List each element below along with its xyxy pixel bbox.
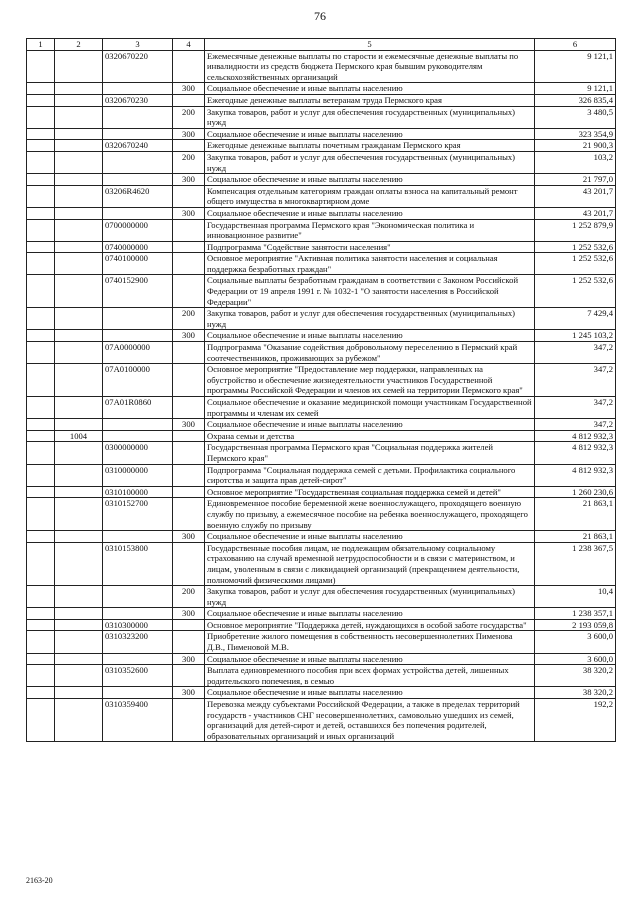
cell-amount: 1 260 230,6 (535, 486, 616, 498)
cell-target-code: 0320670230 (103, 94, 173, 106)
table-row (27, 207, 616, 219)
cell-item-name: Социальное обеспечение и иные выплаты населению (205, 531, 535, 543)
cell-amount: 3 480,5 (535, 106, 616, 128)
cell-target-code: 0320670240 (103, 140, 173, 152)
cell-section (55, 486, 103, 498)
cell-expense-type: 300 (173, 531, 205, 543)
cell-blank (27, 106, 55, 128)
cell-amount: 323 354,9 (535, 128, 616, 140)
header-col-3: 3 (103, 39, 173, 51)
cell-item-name: Государственные пособия лицам, не подлежащим обязательному социальному страхованию на случай временной нетрудоспособности и в связи с материнством, и лицам, уволенным в связи с ликвидацией организаций (прекращением деятельности, полномочий физическими лицами) (205, 542, 535, 585)
cell-item-name: Закупка товаров, работ и услуг для обеспечения государственных (муниципальных) нужд (205, 308, 535, 330)
table-row (27, 442, 616, 464)
cell-target-code: 0310300000 (103, 619, 173, 631)
cell-expense-type: 300 (173, 608, 205, 620)
cell-blank (27, 241, 55, 253)
cell-expense-type (173, 140, 205, 152)
table-row (27, 542, 616, 585)
table-row (27, 94, 616, 106)
table-row (27, 665, 616, 687)
cell-target-code: 0740152900 (103, 275, 173, 308)
cell-target-code (103, 151, 173, 173)
cell-item-name: Перевозка между субъектами Российской Федерации, а также в пределах территорий государств - участников СНГ несовершеннолетних, самовольно ушедших из семей, организаций для детей-сирот и детей, оставшихся без попечения родителей, образовательных организаций и иных организаций (205, 699, 535, 742)
table-row (27, 699, 616, 742)
cell-expense-type (173, 542, 205, 585)
cell-blank (27, 364, 55, 397)
cell-amount: 326 835,4 (535, 94, 616, 106)
cell-item-name: Социальное обеспечение и иные выплаты населению (205, 128, 535, 140)
cell-expense-type (173, 486, 205, 498)
cell-amount: 7 429,4 (535, 308, 616, 330)
table-row (27, 464, 616, 486)
cell-blank (27, 397, 55, 419)
cell-amount: 21 797,0 (535, 174, 616, 186)
cell-section (55, 653, 103, 665)
cell-section (55, 140, 103, 152)
cell-amount: 3 600,0 (535, 631, 616, 653)
cell-expense-type (173, 275, 205, 308)
cell-amount: 1 252 532,6 (535, 241, 616, 253)
table-row (27, 50, 616, 83)
cell-target-code (103, 106, 173, 128)
cell-expense-type (173, 342, 205, 364)
cell-section (55, 464, 103, 486)
table-row (27, 430, 616, 442)
cell-target-code (103, 330, 173, 342)
cell-amount: 192,2 (535, 699, 616, 742)
table-row (27, 219, 616, 241)
cell-section (55, 253, 103, 275)
page-number: 76 (314, 9, 326, 23)
cell-amount: 21 900,3 (535, 140, 616, 152)
table-row (27, 106, 616, 128)
cell-amount: 21 863,1 (535, 498, 616, 531)
budget-table (26, 38, 616, 742)
cell-target-code: 07А01R0860 (103, 397, 173, 419)
table-row (27, 151, 616, 173)
cell-amount: 21 863,1 (535, 531, 616, 543)
cell-target-code: 0310000000 (103, 464, 173, 486)
cell-section (55, 542, 103, 585)
cell-item-name: Социальное обеспечение и иные выплаты населению (205, 687, 535, 699)
cell-target-code: 0310153800 (103, 542, 173, 585)
cell-amount: 1 252 532,6 (535, 253, 616, 275)
cell-amount: 10,4 (535, 586, 616, 608)
table-row (27, 653, 616, 665)
cell-blank (27, 531, 55, 543)
cell-expense-type: 300 (173, 128, 205, 140)
cell-blank (27, 699, 55, 742)
cell-item-name: Единовременное пособие беременной жене военнослужащего, проходящего военную службу по призыву, а ежемесячное пособие на ребенка военнослужащего, проходящего военную службу по призыву (205, 498, 535, 531)
cell-amount: 347,2 (535, 342, 616, 364)
cell-expense-type (173, 619, 205, 631)
cell-expense-type (173, 94, 205, 106)
cell-amount: 4 812 932,3 (535, 464, 616, 486)
cell-item-name: Основное мероприятие "Государственная социальная поддержка семей и детей" (205, 486, 535, 498)
cell-section (55, 619, 103, 631)
cell-item-name: Ежегодные денежные выплаты почетным гражданам Пермского края (205, 140, 535, 152)
cell-blank (27, 207, 55, 219)
cell-section (55, 185, 103, 207)
cell-target-code (103, 653, 173, 665)
cell-amount: 4 812 932,3 (535, 442, 616, 464)
cell-target-code (103, 174, 173, 186)
cell-expense-type (173, 442, 205, 464)
cell-item-name: Социальное обеспечение и иные выплаты населению (205, 83, 535, 95)
cell-target-code: 0740000000 (103, 241, 173, 253)
header-col-1: 1 (27, 39, 55, 51)
cell-item-name: Социальное обеспечение и иные выплаты населению (205, 207, 535, 219)
cell-expense-type (173, 185, 205, 207)
cell-expense-type (173, 464, 205, 486)
cell-expense-type: 300 (173, 330, 205, 342)
cell-expense-type: 300 (173, 419, 205, 431)
cell-target-code: 0300000000 (103, 442, 173, 464)
cell-blank (27, 342, 55, 364)
cell-blank (27, 631, 55, 653)
cell-item-name: Компенсация отдельным категориям граждан оплаты взноса на капитальный ремонт общего имущества в многоквартирном доме (205, 185, 535, 207)
cell-target-code (103, 531, 173, 543)
cell-expense-type: 300 (173, 207, 205, 219)
cell-item-name: Ежемесячные денежные выплаты по старости и ежемесячные денежные выплаты по инвалидности из средств бюджета Пермского края бывшим руководителям сельскохозяйственных организаций (205, 50, 535, 83)
cell-expense-type (173, 253, 205, 275)
cell-expense-type (173, 397, 205, 419)
cell-amount: 4 812 932,3 (535, 430, 616, 442)
cell-blank (27, 185, 55, 207)
cell-target-code: 07А0000000 (103, 342, 173, 364)
cell-item-name: Закупка товаров, работ и услуг для обеспечения государственных (муниципальных) нужд (205, 586, 535, 608)
cell-target-code (103, 608, 173, 620)
table-row (27, 531, 616, 543)
cell-item-name: Государственная программа Пермского края "Экономическая политика и инновационное развитие" (205, 219, 535, 241)
cell-amount: 1 238 367,5 (535, 542, 616, 585)
cell-section (55, 128, 103, 140)
table-row (27, 140, 616, 152)
table-header-row (27, 39, 616, 51)
cell-target-code (103, 419, 173, 431)
cell-amount: 43 201,7 (535, 207, 616, 219)
table-row (27, 185, 616, 207)
cell-amount: 347,2 (535, 397, 616, 419)
cell-blank (27, 442, 55, 464)
cell-section (55, 364, 103, 397)
cell-item-name: Основное мероприятие "Предоставление мер поддержки, направленных на обустройство и обеспечение жизнедеятельности участников Государственной программы Российской Федерации и членов их семей на территории Пермского края" (205, 364, 535, 397)
cell-expense-type (173, 241, 205, 253)
table-row (27, 586, 616, 608)
cell-blank (27, 653, 55, 665)
cell-section (55, 174, 103, 186)
cell-section (55, 397, 103, 419)
cell-amount: 1 245 103,2 (535, 330, 616, 342)
cell-target-code (103, 308, 173, 330)
cell-amount: 347,2 (535, 419, 616, 431)
cell-section (55, 419, 103, 431)
cell-target-code: 0310323200 (103, 631, 173, 653)
cell-target-code (103, 128, 173, 140)
cell-section (55, 151, 103, 173)
cell-section (55, 83, 103, 95)
cell-target-code: 0310100000 (103, 486, 173, 498)
cell-item-name: Охрана семьи и детства (205, 430, 535, 442)
cell-section (55, 586, 103, 608)
table-row (27, 498, 616, 531)
cell-blank (27, 83, 55, 95)
cell-item-name: Подпрограмма "Оказание содействия добровольному переселению в Пермский край соотечественников, проживающих за рубежом" (205, 342, 535, 364)
cell-expense-type: 300 (173, 83, 205, 95)
cell-amount: 38 320,2 (535, 665, 616, 687)
cell-section (55, 275, 103, 308)
cell-amount: 347,2 (535, 364, 616, 397)
cell-blank (27, 586, 55, 608)
cell-expense-type: 200 (173, 586, 205, 608)
table-row (27, 419, 616, 431)
cell-target-code: 0700000000 (103, 219, 173, 241)
cell-target-code: 03206R4620 (103, 185, 173, 207)
cell-blank (27, 665, 55, 687)
cell-item-name: Социальное обеспечение и оказание медицинской помощи участникам Государственной программы и членам их семей (205, 397, 535, 419)
cell-target-code (103, 687, 173, 699)
table-row (27, 608, 616, 620)
cell-expense-type: 200 (173, 106, 205, 128)
cell-blank (27, 687, 55, 699)
cell-section (55, 631, 103, 653)
header-col-5: 5 (205, 39, 535, 51)
table-row (27, 631, 616, 653)
header-col-2: 2 (55, 39, 103, 51)
cell-amount: 2 193 059,8 (535, 619, 616, 631)
cell-section: 1004 (55, 430, 103, 442)
cell-section (55, 219, 103, 241)
cell-amount: 9 121,1 (535, 50, 616, 83)
cell-blank (27, 464, 55, 486)
cell-item-name: Подпрограмма "Социальная поддержка семей с детьми. Профилактика социального сиротства и защита прав детей-сирот" (205, 464, 535, 486)
cell-item-name: Социальное обеспечение и иные выплаты населению (205, 174, 535, 186)
cell-item-name: Социальное обеспечение и иные выплаты населению (205, 653, 535, 665)
cell-item-name: Социальные выплаты безработным гражданам в соответствии с Законом Российской Федерации от 19 апреля 1991 г. № 1032-1 "О занятости населения в Российской Федерации" (205, 275, 535, 308)
cell-section (55, 687, 103, 699)
cell-section (55, 50, 103, 83)
cell-blank (27, 151, 55, 173)
cell-expense-type (173, 219, 205, 241)
cell-section (55, 207, 103, 219)
cell-target-code (103, 430, 173, 442)
cell-blank (27, 50, 55, 83)
cell-blank (27, 608, 55, 620)
cell-section (55, 308, 103, 330)
cell-blank (27, 330, 55, 342)
cell-section (55, 106, 103, 128)
cell-expense-type: 200 (173, 151, 205, 173)
cell-expense-type (173, 699, 205, 742)
cell-target-code (103, 83, 173, 95)
cell-item-name: Социальное обеспечение и иные выплаты населению (205, 419, 535, 431)
cell-section (55, 94, 103, 106)
cell-item-name: Социальное обеспечение и иные выплаты населению (205, 608, 535, 620)
cell-blank (27, 253, 55, 275)
table-row (27, 342, 616, 364)
cell-blank (27, 174, 55, 186)
header-col-4: 4 (173, 39, 205, 51)
cell-item-name: Основное мероприятие "Активная политика занятости населения и социальная поддержка безработных граждан" (205, 253, 535, 275)
cell-item-name: Закупка товаров, работ и услуг для обеспечения государственных (муниципальных) нужд (205, 151, 535, 173)
cell-item-name: Ежегодные денежные выплаты ветеранам труда Пермского края (205, 94, 535, 106)
cell-section (55, 241, 103, 253)
cell-section (55, 330, 103, 342)
table-row (27, 275, 616, 308)
cell-item-name: Государственная программа Пермского края "Социальная поддержка жителей Пермского края" (205, 442, 535, 464)
cell-expense-type: 300 (173, 687, 205, 699)
cell-item-name: Закупка товаров, работ и услуг для обеспечения государственных (муниципальных) нужд (205, 106, 535, 128)
cell-blank (27, 498, 55, 531)
table-row (27, 364, 616, 397)
table-row (27, 619, 616, 631)
table-row (27, 83, 616, 95)
cell-amount: 3 600,0 (535, 653, 616, 665)
cell-target-code: 0310352600 (103, 665, 173, 687)
cell-section (55, 608, 103, 620)
cell-amount: 103,2 (535, 151, 616, 173)
cell-section (55, 531, 103, 543)
cell-expense-type (173, 430, 205, 442)
cell-expense-type (173, 665, 205, 687)
cell-blank (27, 430, 55, 442)
table-row (27, 241, 616, 253)
cell-amount: 1 252 532,6 (535, 275, 616, 308)
cell-blank (27, 619, 55, 631)
cell-target-code: 0320670220 (103, 50, 173, 83)
cell-item-name: Выплата единовременного пособия при всех формах устройства детей, лишенных родительского попечения, в семью (205, 665, 535, 687)
table-row (27, 174, 616, 186)
cell-item-name: Основное мероприятие "Поддержка детей, нуждающихся в особой заботе государства" (205, 619, 535, 631)
cell-blank (27, 486, 55, 498)
cell-item-name: Социальное обеспечение и иные выплаты населению (205, 330, 535, 342)
cell-expense-type: 300 (173, 174, 205, 186)
table-row (27, 330, 616, 342)
cell-expense-type (173, 498, 205, 531)
cell-blank (27, 542, 55, 585)
cell-blank (27, 275, 55, 308)
header-col-6: 6 (535, 39, 616, 51)
table-row (27, 128, 616, 140)
cell-target-code: 0310359400 (103, 699, 173, 742)
cell-blank (27, 140, 55, 152)
table-row (27, 486, 616, 498)
cell-expense-type (173, 631, 205, 653)
cell-target-code (103, 207, 173, 219)
cell-expense-type: 300 (173, 653, 205, 665)
cell-target-code (103, 586, 173, 608)
cell-target-code: 07А0100000 (103, 364, 173, 397)
table-row (27, 308, 616, 330)
cell-amount: 9 121,1 (535, 83, 616, 95)
cell-blank (27, 219, 55, 241)
table-row (27, 397, 616, 419)
cell-item-name: Приобретение жилого помещения в собственность несовершеннолетних Пименова Д.В., Пименовой М.В. (205, 631, 535, 653)
footer-document-code: 2163-20 (26, 876, 53, 885)
cell-target-code: 0740100000 (103, 253, 173, 275)
table-row (27, 253, 616, 275)
cell-blank (27, 308, 55, 330)
cell-section (55, 498, 103, 531)
cell-target-code: 0310152700 (103, 498, 173, 531)
cell-section (55, 342, 103, 364)
cell-section (55, 442, 103, 464)
cell-section (55, 665, 103, 687)
cell-amount: 43 201,7 (535, 185, 616, 207)
cell-expense-type (173, 364, 205, 397)
cell-expense-type (173, 50, 205, 83)
cell-amount: 38 320,2 (535, 687, 616, 699)
table-row (27, 687, 616, 699)
cell-item-name: Подпрограмма "Содействие занятости населения" (205, 241, 535, 253)
cell-amount: 1 252 879,9 (535, 219, 616, 241)
cell-blank (27, 128, 55, 140)
cell-blank (27, 419, 55, 431)
cell-section (55, 699, 103, 742)
cell-expense-type: 200 (173, 308, 205, 330)
cell-amount: 1 238 357,1 (535, 608, 616, 620)
cell-blank (27, 94, 55, 106)
